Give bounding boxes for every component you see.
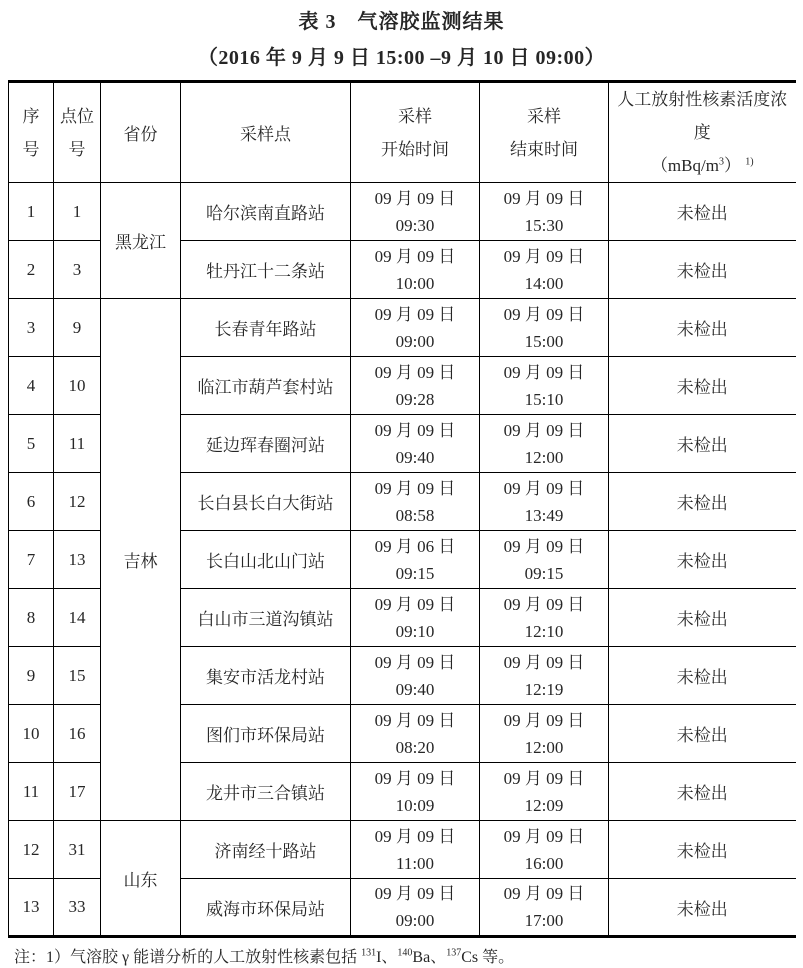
point-id-cell: 33 [54, 879, 101, 937]
end-time-line: 12:19 [524, 679, 564, 699]
result-cell: 未检出 [609, 183, 796, 241]
result-cell: 未检出 [609, 589, 796, 647]
point-id-cell: 10 [54, 357, 101, 415]
header-concentration-line1: 人工放射性核素活度浓度 [617, 90, 788, 142]
start-time-line: 09:30 [395, 215, 435, 235]
start-time-line: 09:10 [395, 621, 435, 641]
start-time-line: 08:20 [395, 737, 435, 757]
start-time-line: 08:58 [395, 505, 435, 525]
header-point-line1: 点位 [60, 106, 94, 126]
start-date-line: 09 月 09 日 [374, 246, 456, 266]
end-time-cell [480, 647, 609, 705]
station-cell: 白山市三道沟镇站 [181, 589, 351, 647]
point-id-cell: 16 [54, 705, 101, 763]
table-row [9, 299, 796, 357]
point-id-cell: 31 [54, 821, 101, 879]
end-date-line: 09 月 09 日 [503, 826, 585, 846]
end-time-line: 12:00 [524, 447, 564, 467]
header-seq-line1: 序 [22, 106, 40, 126]
start-date-line: 09 月 09 日 [374, 652, 456, 672]
end-time-cell [480, 299, 609, 357]
seq-cell: 7 [9, 531, 54, 589]
unit-exponent: 3 [718, 156, 724, 168]
end-time-cell [480, 241, 609, 299]
table-title: 表 3 气溶胶监测结果 [298, 11, 505, 33]
station-cell: 图们市环保局站 [181, 705, 351, 763]
start-date-line: 09 月 09 日 [374, 884, 456, 903]
start-time-cell [351, 589, 480, 647]
header-concentration-unit [609, 149, 796, 182]
end-date-line: 09 月 09 日 [503, 710, 585, 730]
start-date-line: 09 月 06 日 [374, 536, 456, 556]
result-cell: 未检出 [609, 705, 796, 763]
start-time-cell [351, 763, 480, 821]
point-id-cell: 11 [54, 415, 101, 473]
start-time-line: 09:40 [395, 447, 435, 467]
station-cell: 长春青年路站 [181, 299, 351, 357]
result-cell: 未检出 [609, 357, 796, 415]
start-time-cell [351, 647, 480, 705]
station-cell: 哈尔滨南直路站 [181, 183, 351, 241]
station-cell: 长白山北山门站 [181, 531, 351, 589]
start-time-cell [351, 879, 480, 937]
header-seq-line2: 号 [22, 139, 40, 159]
header-end-time [480, 82, 609, 183]
end-time-line: 12:09 [524, 795, 564, 815]
end-date-line: 09 月 09 日 [503, 478, 585, 498]
isotope-3-symbol: Cs [461, 949, 479, 966]
start-time-cell [351, 357, 480, 415]
end-date-line: 09 月 09 日 [503, 536, 585, 556]
province-cell-shandong: 山东 [101, 821, 181, 937]
province-cell-heilongjiang: 黑龙江 [101, 183, 181, 299]
result-cell: 未检出 [609, 473, 796, 531]
start-date-line: 09 月 09 日 [374, 768, 456, 788]
end-time-cell [480, 879, 609, 937]
header-start-line2: 开始时间 [381, 139, 449, 159]
start-time-line: 09:40 [395, 679, 435, 699]
point-id-cell: 17 [54, 763, 101, 821]
end-time-cell [480, 357, 609, 415]
start-time-cell [351, 415, 480, 473]
end-date-line: 09 月 09 日 [503, 362, 585, 382]
start-time-line: 09:15 [395, 563, 435, 583]
start-time-line: 10:00 [395, 273, 435, 293]
header-end-line1: 采样 [527, 106, 561, 126]
end-date-line: 09 月 09 日 [503, 304, 585, 324]
header-start-line1: 采样 [398, 106, 432, 126]
station-cell: 牡丹江十二条站 [181, 241, 351, 299]
end-date-line: 09 月 09 日 [503, 768, 585, 788]
seq-cell: 11 [9, 763, 54, 821]
end-date-line: 09 月 09 日 [503, 188, 585, 208]
isotope-2-symbol: Ba、 [412, 949, 447, 966]
end-time-line: 14:00 [524, 273, 564, 293]
seq-cell: 13 [9, 879, 54, 937]
end-time-line: 12:00 [524, 737, 564, 757]
start-time-cell [351, 821, 480, 879]
end-time-line: 09:15 [524, 563, 564, 583]
seq-cell: 6 [9, 473, 54, 531]
isotope-1-mass: 131 [361, 947, 377, 959]
start-date-line: 09 月 09 日 [374, 710, 456, 730]
end-time-cell [480, 705, 609, 763]
end-date-line: 09 月 09 日 [503, 652, 585, 672]
isotope-2-mass: 140 [397, 947, 413, 959]
start-date-line: 09 月 09 日 [374, 188, 456, 208]
point-id-cell: 12 [54, 473, 101, 531]
table-subtitle: （2016 年 9 月 9 日 15:00 –9 月 10 日 09:00） [197, 47, 606, 69]
start-date-line: 09 月 09 日 [374, 478, 456, 498]
seq-cell: 8 [9, 589, 54, 647]
point-id-cell: 1 [54, 183, 101, 241]
start-time-line: 09:00 [395, 911, 435, 930]
aerosol-monitoring-table [8, 80, 796, 938]
station-cell: 临江市葫芦套村站 [181, 357, 351, 415]
end-time-cell [480, 415, 609, 473]
point-id-cell: 13 [54, 531, 101, 589]
end-time-line: 16:00 [524, 853, 564, 873]
header-row [9, 82, 796, 183]
end-time-cell [480, 589, 609, 647]
start-time-line: 09:00 [395, 331, 435, 351]
point-id-cell: 3 [54, 241, 101, 299]
table-row [9, 821, 796, 879]
isotope-3-mass: 137 [446, 947, 462, 959]
station-cell: 济南经十路站 [181, 821, 351, 879]
result-cell: 未检出 [609, 821, 796, 879]
seq-cell: 4 [9, 357, 54, 415]
end-time-cell [480, 821, 609, 879]
end-time-line: 15:00 [524, 331, 564, 351]
station-cell: 长白县长白大街站 [181, 473, 351, 531]
header-station: 采样点 [181, 82, 351, 183]
station-cell: 集安市活龙村站 [181, 647, 351, 705]
header-point-id [54, 82, 101, 183]
end-date-line: 09 月 09 日 [503, 884, 585, 903]
start-time-line: 10:09 [395, 795, 435, 815]
start-time-line: 11:00 [395, 853, 435, 873]
end-date-line: 09 月 09 日 [503, 594, 585, 614]
start-date-line: 09 月 09 日 [374, 826, 456, 846]
end-time-line: 12:10 [524, 621, 564, 641]
end-time-line: 13:49 [524, 505, 564, 525]
end-time-line: 15:30 [524, 215, 564, 235]
station-cell: 龙井市三合镇站 [181, 763, 351, 821]
point-id-cell: 14 [54, 589, 101, 647]
start-time-cell [351, 241, 480, 299]
footnote-prefix: 注：1）气溶胶 γ 能谱分析的人工放射性核素包括 [14, 949, 362, 966]
header-concentration [609, 82, 796, 183]
unit-close: ） [723, 156, 741, 175]
start-time-line: 09:28 [395, 389, 435, 409]
seq-cell: 5 [9, 415, 54, 473]
station-cell: 延边珲春圈河站 [181, 415, 351, 473]
start-time-cell [351, 531, 480, 589]
result-cell: 未检出 [609, 415, 796, 473]
end-time-cell [480, 473, 609, 531]
header-seq [9, 82, 54, 183]
start-date-line: 09 月 09 日 [374, 420, 456, 440]
end-time-cell [480, 531, 609, 589]
end-time-line: 15:10 [524, 389, 564, 409]
isotope-1-symbol: I、 [376, 949, 398, 966]
start-time-cell [351, 299, 480, 357]
end-date-line: 09 月 09 日 [503, 246, 585, 266]
seq-cell: 9 [9, 647, 54, 705]
start-date-line: 09 月 09 日 [374, 362, 456, 382]
seq-cell: 2 [9, 241, 54, 299]
end-time-line: 17:00 [524, 911, 564, 930]
footnote-reference: 1) [745, 156, 754, 168]
footnote [14, 948, 795, 968]
header-start-time [351, 82, 480, 183]
table-row [9, 183, 796, 241]
result-cell: 未检出 [609, 763, 796, 821]
point-id-cell: 15 [54, 647, 101, 705]
unit-open: （mBq/m [650, 156, 719, 175]
start-time-cell [351, 473, 480, 531]
start-time-cell [351, 183, 480, 241]
end-time-cell [480, 763, 609, 821]
station-cell: 威海市环保局站 [181, 879, 351, 937]
seq-cell: 10 [9, 705, 54, 763]
result-cell: 未检出 [609, 531, 796, 589]
end-time-cell [480, 183, 609, 241]
header-end-line2: 结束时间 [510, 139, 578, 159]
seq-cell: 1 [9, 183, 54, 241]
footnote-suffix: 等。 [478, 949, 515, 966]
start-date-line: 09 月 09 日 [374, 304, 456, 324]
result-cell: 未检出 [609, 879, 796, 937]
header-province: 省份 [101, 82, 181, 183]
result-cell: 未检出 [609, 299, 796, 357]
result-cell: 未检出 [609, 241, 796, 299]
result-cell: 未检出 [609, 647, 796, 705]
province-cell-jilin: 吉林 [101, 299, 181, 821]
header-point-line2: 号 [68, 139, 86, 159]
start-time-cell [351, 705, 480, 763]
point-id-cell: 9 [54, 299, 101, 357]
end-date-line: 09 月 09 日 [503, 420, 585, 440]
seq-cell: 3 [9, 299, 54, 357]
start-date-line: 09 月 09 日 [374, 594, 456, 614]
seq-cell: 12 [9, 821, 54, 879]
